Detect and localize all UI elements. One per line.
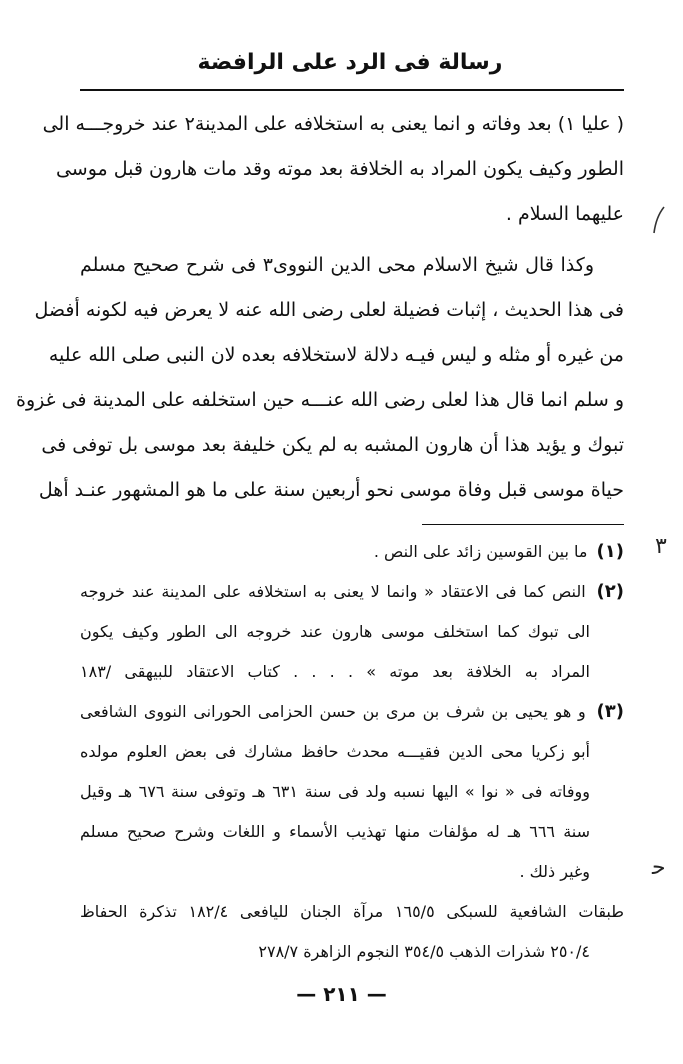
body-line: فى هذا الحديث ، إثبات فضيلة لعلى رضى الله عنه لا يعرض فيه لكونه أفضل: [34, 299, 624, 321]
margin-mark: ٣: [655, 534, 667, 559]
footnote-line: سنة ٦٦٦ هـ له مؤلفات منها تهذيب الأسماء و اللغات وشرح صحيح مسلم: [80, 822, 591, 841]
footnote-line: ٢٥٠/٤ شذرات الذهب ٣٥٤/٥ النجوم الزاهرة ٢٧٨/٧: [258, 942, 590, 961]
main-text: [16, 102, 624, 513]
footnote-text: و هو يحيى بن شرف بن مرى بن حسن الحزامى الحورانى النووى الشافعى: [80, 702, 586, 721]
footnote-rule: [422, 524, 624, 525]
footnote-line: أبو زكريا محى الدين فقيـــه محدث حافظ مشارك فى بعض العلوم مولده: [80, 742, 590, 761]
margin-stroke-icon: [650, 205, 670, 235]
footnote-line: [80, 532, 624, 572]
page-number: — ٢١١ —: [296, 982, 387, 1006]
footnote-text: ما بين القوسين زائد على النص .: [373, 542, 588, 561]
footnote-marker: (٢): [596, 581, 624, 602]
body-line: و سلم انما قال هذا لعلى رضى الله عنـــه حين استخلفه على المدينة فى غزوة: [16, 389, 624, 411]
footnote-line: [80, 692, 624, 732]
body-line: وكذا قال شيخ الاسلام محى الدين النووى٣ فى شرح صحيح مسلم: [80, 254, 594, 276]
footnote-marker: (٣): [596, 701, 624, 722]
body-line: من غيره أو مثله و ليس فيـه دلالة لاستخلافه بعده لان النبى صلى الله عليه: [48, 344, 624, 366]
body-line: عليهما السلام .: [505, 203, 624, 225]
margin-mark: ﺣ: [652, 855, 666, 880]
footnote-line: ووفاته فى « نوا » اليها نسبه ولد فى سنة ٦٣١ هـ وتوفى سنة ٦٧٦ هـ وقيل: [80, 782, 590, 801]
footnote-text: النص كما فى الاعتقاد « وانما لا يعنى به استخلافه على المدينة عند خروجه: [80, 582, 586, 601]
footnote-line: وغير ذلك .: [519, 862, 590, 881]
footnote-marker: (١): [596, 541, 624, 562]
body-line: تبوك و يؤيد هذا أن هارون المشبه به لم يكن خليفة بعد موسى بل توفى فى: [41, 434, 624, 456]
footnote-line: المراد به الخلافة بعد موته » . . . . كتاب الاعتقاد للبيهقى /١٨٣: [80, 662, 590, 681]
footnotes: [80, 532, 624, 972]
body-line: حياة موسى قبل وفاة موسى نحو أربعين سنة على ما هو المشهور عنـد أهل: [38, 479, 624, 501]
footnote-line: [80, 572, 624, 612]
header-rule: [80, 89, 624, 91]
footnote-line: الى تبوك كما استخلف موسى هارون عند خروجه الى الطور وكيف يكون: [80, 622, 590, 641]
running-title: رسالة فى الرد على الرافضة: [197, 50, 503, 75]
body-line: ( عليا ١) بعد وفاته و انما يعنى به استخلافه على المدينة٢ عند خروجـــه الى: [42, 113, 624, 135]
body-line: الطور وكيف يكون المراد به الخلافة بعد موته وقد مات هارون قبل موسى: [55, 158, 624, 180]
footnote-line: طبقات الشافعية للسبكى ١٦٥/٥ مرآة الجنان لليافعى ١٨٢/٤ تذكرة الحفاظ: [80, 902, 624, 921]
